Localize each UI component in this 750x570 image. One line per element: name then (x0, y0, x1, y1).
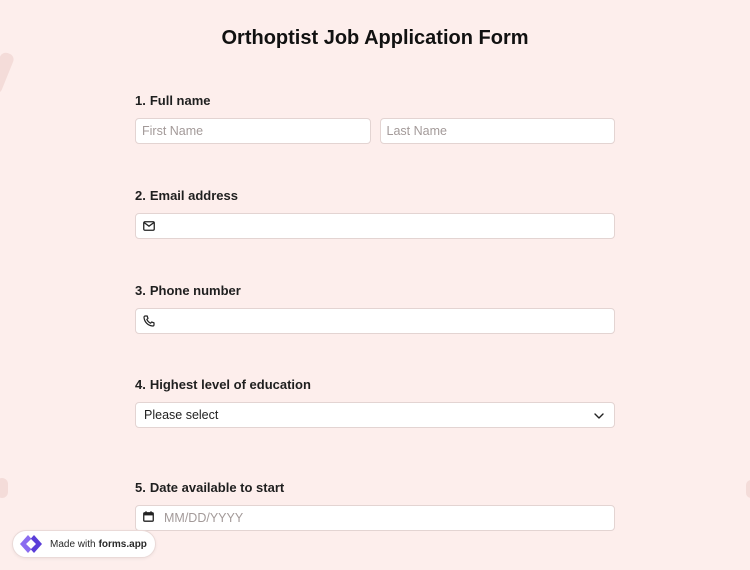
first-name-placeholder: First Name (142, 124, 204, 138)
badge-brand: forms.app (98, 538, 147, 550)
phone-input[interactable] (135, 308, 615, 334)
page-title: Orthoptist Job Application Form (221, 27, 529, 49)
question-text: Highest level of education (149, 377, 311, 392)
question-text: Phone number (149, 283, 241, 298)
question-label (135, 283, 615, 299)
background-decoration (746, 480, 750, 498)
question-label (135, 188, 615, 204)
question-label (135, 377, 615, 393)
start-date-input[interactable] (135, 505, 615, 531)
start-date-placeholder: MM/DD/YYYY (164, 511, 244, 525)
question-number: 1. (135, 93, 146, 108)
question-text: Full name (149, 93, 211, 108)
question-label (135, 480, 615, 496)
made-with-badge[interactable] (12, 530, 156, 558)
question-email (135, 188, 615, 239)
question-number: 3. (135, 283, 146, 298)
question-full-name (135, 93, 615, 144)
question-number: 2. (135, 188, 146, 203)
education-select[interactable] (135, 402, 615, 428)
envelope-icon (143, 221, 155, 231)
calendar-icon (143, 511, 154, 525)
question-number: 5. (135, 480, 146, 495)
question-education (135, 377, 615, 428)
last-name-placeholder: Last Name (386, 124, 447, 138)
chevron-down-icon (594, 408, 604, 422)
question-text: Date available to start (149, 480, 285, 495)
badge-prefix: Made with (50, 538, 96, 550)
question-text: Email address (149, 188, 238, 203)
question-number: 4. (135, 377, 146, 392)
last-name-input[interactable] (380, 118, 616, 144)
question-label (135, 93, 615, 109)
background-decoration (0, 478, 8, 498)
email-input[interactable] (135, 213, 615, 239)
question-start-date (135, 480, 615, 531)
first-name-input[interactable] (135, 118, 371, 144)
forms-app-logo-icon (19, 534, 50, 554)
question-phone (135, 283, 615, 334)
phone-icon (143, 315, 155, 327)
education-selected-value: Please select (144, 408, 219, 422)
background-decoration (0, 51, 15, 95)
